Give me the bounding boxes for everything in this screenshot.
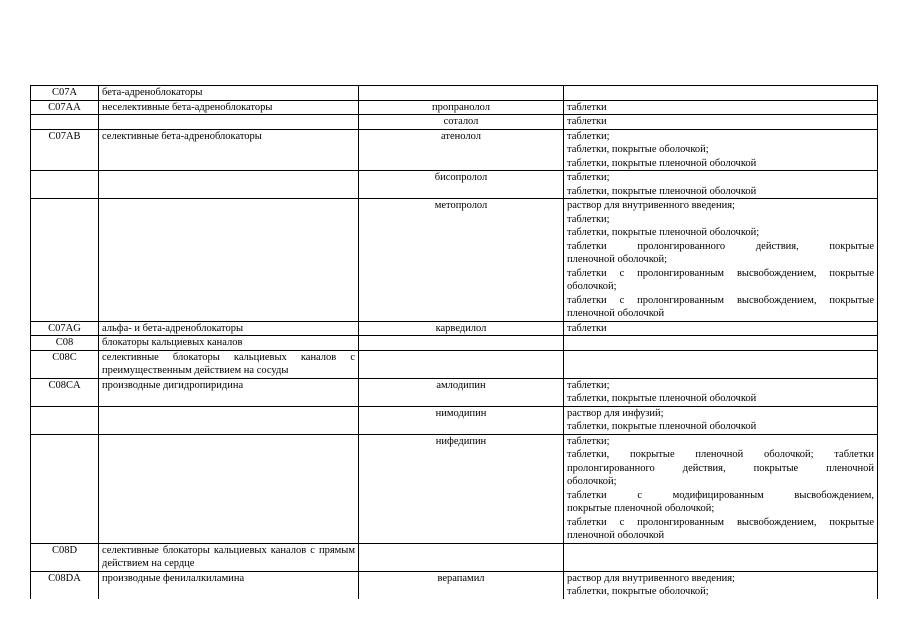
dosage-form-line: таблетки, покрытые пленочной оболочкой	[567, 157, 757, 169]
atc-code-cell: C08CA	[31, 378, 99, 406]
dosage-forms-cell	[564, 378, 878, 406]
group-name-cell: селективные блокаторы кальциевых каналов с преимущественным действием на сосуды	[99, 350, 359, 378]
dosage-form-line: таблетки, покрытые пленочной оболочкой; таблетки	[567, 449, 874, 460]
atc-code-cell: C08C	[31, 350, 99, 378]
table-row	[31, 171, 878, 199]
table-row	[31, 350, 878, 378]
atc-code-cell: C07AA	[31, 100, 99, 115]
drug-name-cell: пропранолол	[359, 100, 564, 115]
group-name-cell: производные дигидропиридина	[99, 378, 359, 406]
drug-table	[30, 85, 878, 599]
dosage-forms-cell	[564, 434, 878, 543]
group-name-cell	[99, 115, 359, 130]
dosage-form-line: оболочкой;	[567, 281, 617, 292]
atc-code-cell: C07A	[31, 86, 99, 101]
drug-name-cell	[359, 350, 564, 378]
dosage-form-line: таблетки, покрытые пленочной оболочкой	[567, 421, 757, 432]
dosage-form-line: раствор для внутривенного введения;	[567, 572, 735, 584]
table-row	[31, 378, 878, 406]
dosage-form-line: таблетки, покрытые оболочкой;	[567, 144, 709, 155]
dosage-form-line: таблетки	[567, 322, 607, 334]
dosage-form-line: таблетки с пролонгированным высвобождением, покрытые	[567, 294, 874, 306]
table-row	[31, 336, 878, 351]
dosage-form-line: таблетки с пролонгированным высвобождением, покрытые	[567, 267, 874, 279]
group-name-cell: селективные бета-адреноблокаторы	[99, 129, 359, 171]
dosage-form-line: таблетки, покрытые пленочной оболочкой	[567, 185, 757, 197]
drug-table-body	[31, 86, 878, 599]
dosage-form-line: таблетки;	[567, 379, 610, 391]
dosage-forms-cell	[564, 406, 878, 434]
dosage-form-line: таблетки, покрытые пленочной оболочкой;	[567, 227, 760, 238]
dosage-form-line: таблетки пролонгированного действия, покрытые	[567, 240, 874, 252]
dosage-form-line: раствор для инфузий;	[567, 407, 664, 419]
table-row	[31, 115, 878, 130]
group-name-cell: альфа- и бета-адреноблокаторы	[99, 321, 359, 336]
table-row	[31, 406, 878, 434]
drug-name-cell: бисопролол	[359, 171, 564, 199]
table-row	[31, 321, 878, 336]
group-name-cell: неселективные бета-адреноблокаторы	[99, 100, 359, 115]
drug-name-cell	[359, 336, 564, 351]
dosage-forms-cell	[564, 199, 878, 322]
atc-code-cell	[31, 199, 99, 322]
group-name-cell: бета-адреноблокаторы	[99, 86, 359, 101]
dosage-forms-cell	[564, 129, 878, 171]
table-row	[31, 434, 878, 543]
dosage-form-line: таблетки;	[567, 435, 610, 447]
dosage-form-line: пленочной оболочкой	[567, 308, 665, 319]
dosage-forms-cell	[564, 336, 878, 351]
group-name-cell	[99, 406, 359, 434]
group-name-cell: блокаторы кальциевых каналов	[99, 336, 359, 351]
table-row	[31, 571, 878, 599]
group-name-cell	[99, 171, 359, 199]
table-row	[31, 129, 878, 171]
drug-name-cell	[359, 86, 564, 101]
atc-code-cell	[31, 171, 99, 199]
dosage-form-line: пленочной оболочкой;	[567, 254, 668, 265]
atc-code-cell	[31, 434, 99, 543]
group-name-cell	[99, 199, 359, 322]
dosage-forms-cell	[564, 115, 878, 130]
dosage-forms-cell	[564, 171, 878, 199]
atc-code-cell	[31, 115, 99, 130]
drug-name-cell	[359, 543, 564, 571]
dosage-forms-cell	[564, 350, 878, 378]
dosage-form-line: таблетки, покрытые оболочкой;	[567, 586, 709, 597]
table-row	[31, 199, 878, 322]
dosage-form-line: таблетки, покрытые пленочной оболочкой	[567, 393, 757, 404]
atc-code-cell	[31, 406, 99, 434]
dosage-forms-cell	[564, 543, 878, 571]
dosage-form-line: таблетки	[567, 116, 607, 127]
dosage-forms-cell	[564, 100, 878, 115]
dosage-form-line: раствор для внутривенного введения;	[567, 200, 735, 211]
dosage-forms-cell	[564, 321, 878, 336]
atc-code-cell: C07AB	[31, 129, 99, 171]
group-name-cell: селективные блокаторы кальциевых каналов с прямым действием на сердце	[99, 543, 359, 571]
drug-name-cell: атенолол	[359, 129, 564, 171]
dosage-form-line: покрытые пленочной оболочкой;	[567, 503, 715, 514]
dosage-form-line: таблетки;	[567, 213, 610, 225]
dosage-form-line: таблетки	[567, 101, 607, 113]
dosage-form-line: таблетки;	[567, 172, 610, 183]
dosage-forms-cell	[564, 571, 878, 599]
drug-name-cell: нифедипин	[359, 434, 564, 543]
table-row	[31, 86, 878, 101]
drug-name-cell: метопролол	[359, 199, 564, 322]
group-name-cell: производные фенилалкиламина	[99, 571, 359, 599]
table-row	[31, 100, 878, 115]
dosage-form-line: таблетки с модифицированным высвобождением,	[567, 489, 874, 501]
atc-code-cell: C08	[31, 336, 99, 351]
drug-name-cell: нимодипин	[359, 406, 564, 434]
atc-code-cell: C07AG	[31, 321, 99, 336]
dosage-form-line: пролонгированного действия, покрытые пленочной	[567, 462, 874, 474]
group-name-cell	[99, 434, 359, 543]
drug-name-cell: верапамил	[359, 571, 564, 599]
dosage-forms-cell	[564, 86, 878, 101]
table-row	[31, 543, 878, 571]
atc-code-cell: C08DA	[31, 571, 99, 599]
dosage-form-line: оболочкой;	[567, 476, 617, 487]
dosage-form-line: таблетки с пролонгированным высвобождением, покрытые	[567, 516, 874, 528]
dosage-form-line: пленочной оболочкой	[567, 530, 665, 541]
atc-code-cell: C08D	[31, 543, 99, 571]
dosage-form-line: таблетки;	[567, 130, 610, 142]
drug-name-cell: карведилол	[359, 321, 564, 336]
drug-name-cell: соталол	[359, 115, 564, 130]
drug-name-cell: амлодипин	[359, 378, 564, 406]
